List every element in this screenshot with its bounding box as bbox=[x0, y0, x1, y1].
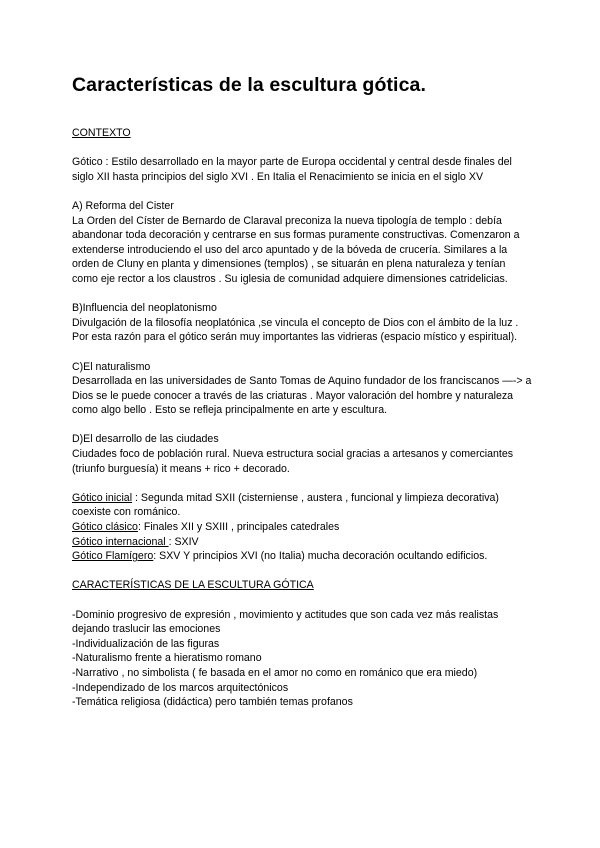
list-item: -Narrativo , no simbolista ( fe basada en el amor no como en románico que era miedo) bbox=[72, 666, 478, 679]
period-separator: : bbox=[153, 550, 160, 563]
period-separator: : bbox=[132, 491, 141, 504]
list-item: -Independizado de los marcos arquitectónicos bbox=[72, 681, 289, 694]
period-separator: : bbox=[137, 521, 144, 534]
section-b-heading: B)Influencia del neoplatonismo bbox=[72, 302, 217, 315]
section-c-body: Desarrollada en las universidades de Santo Tomas de Aquino fundador de los franciscanos —-> a Dios se le puede conocer a través de las criaturas . Mayor valoración del hombre y naturaleza como algo bello . Esto se refleja principalmente en arte y escultura. bbox=[72, 375, 532, 417]
list-item: -Naturalismo frente a hieratismo romano bbox=[72, 652, 262, 665]
periods-list bbox=[72, 491, 532, 564]
caracteristicas-list bbox=[72, 608, 532, 710]
period-item bbox=[72, 520, 532, 535]
period-text: Finales XII y SXIII , principales catedrales bbox=[143, 521, 340, 534]
period-label: Gótico clásico bbox=[72, 521, 138, 534]
period-separator: : bbox=[168, 535, 175, 548]
section-a-body: La Orden del Císter de Bernardo de Claraval preconiza la nueva tipología de templo : debía abandonar toda decoración y centrarse en sus formas puramente constructivas. Comenzaron a extenderse introduciendo el uso del arco apuntado y de la bóveda de crucería. Similares a la orden de Cluny en planta y dimensiones (templos) , se situarán en plena naturaleza y tenían como eje rector a los claustros . Su iglesia de comunidad adquiere dimensiones catridelicias. bbox=[72, 214, 520, 285]
period-label: Gótico internacional bbox=[72, 535, 169, 548]
period-item bbox=[72, 535, 532, 550]
list-item: -Temática religiosa (didáctica) pero también temas profanos bbox=[72, 696, 353, 709]
section-d-body: Ciudades foco de población rural. Nueva estructura social gracias a artesanos y comerciantes (triunfo burguesía) it means + rico + decorado. bbox=[72, 448, 514, 475]
document-body bbox=[72, 126, 532, 710]
contexto-intro: Gótico : Estilo desarrollado en la mayor parte de Europa occidental y central desde finales del siglo XII hasta principios del siglo XVI . En Italia el Renacimiento se inicia en el siglo XV bbox=[72, 156, 512, 183]
period-text: SXIV bbox=[174, 535, 199, 548]
period-text: Segunda mitad SXII (cisterniense , austera , funcional y limpieza decorativa) coexiste con románico. bbox=[72, 491, 499, 519]
list-item: -Dominio progresivo de expresión , movimiento y actitudes que son cada vez más realistas dejando traslucir las emociones bbox=[72, 608, 499, 636]
section-c-heading: C)El naturalismo bbox=[72, 360, 151, 373]
section-d-heading: D)El desarrollo de las ciudades bbox=[72, 433, 219, 446]
section-b-body: Divulgación de la filosofía neoplatónica ,se vincula el concepto de Dios con el ámbito de la luz . Por esta razón para el gótico serán muy importantes las vidrieras (espacio místico y espiritual). bbox=[72, 316, 519, 344]
period-item bbox=[72, 549, 532, 564]
section-a-heading: A) Reforma del Cister bbox=[72, 199, 174, 212]
period-label: Gótico Flamígero bbox=[72, 550, 154, 563]
period-item bbox=[72, 491, 532, 520]
page-title: Características de la escultura gótica. bbox=[72, 74, 426, 96]
list-item: -Individualización de las figuras bbox=[72, 637, 220, 650]
period-label: Gótico inicial bbox=[72, 491, 133, 504]
period-text: SXV Y principios XVI (no Italia) mucha decoración ocultando edificios. bbox=[159, 550, 488, 563]
contexto-heading: CONTEXTO bbox=[72, 127, 131, 139]
caracteristicas-heading: CARACTERÍSTICAS DE LA ESCULTURA GÓTICA bbox=[72, 579, 314, 592]
